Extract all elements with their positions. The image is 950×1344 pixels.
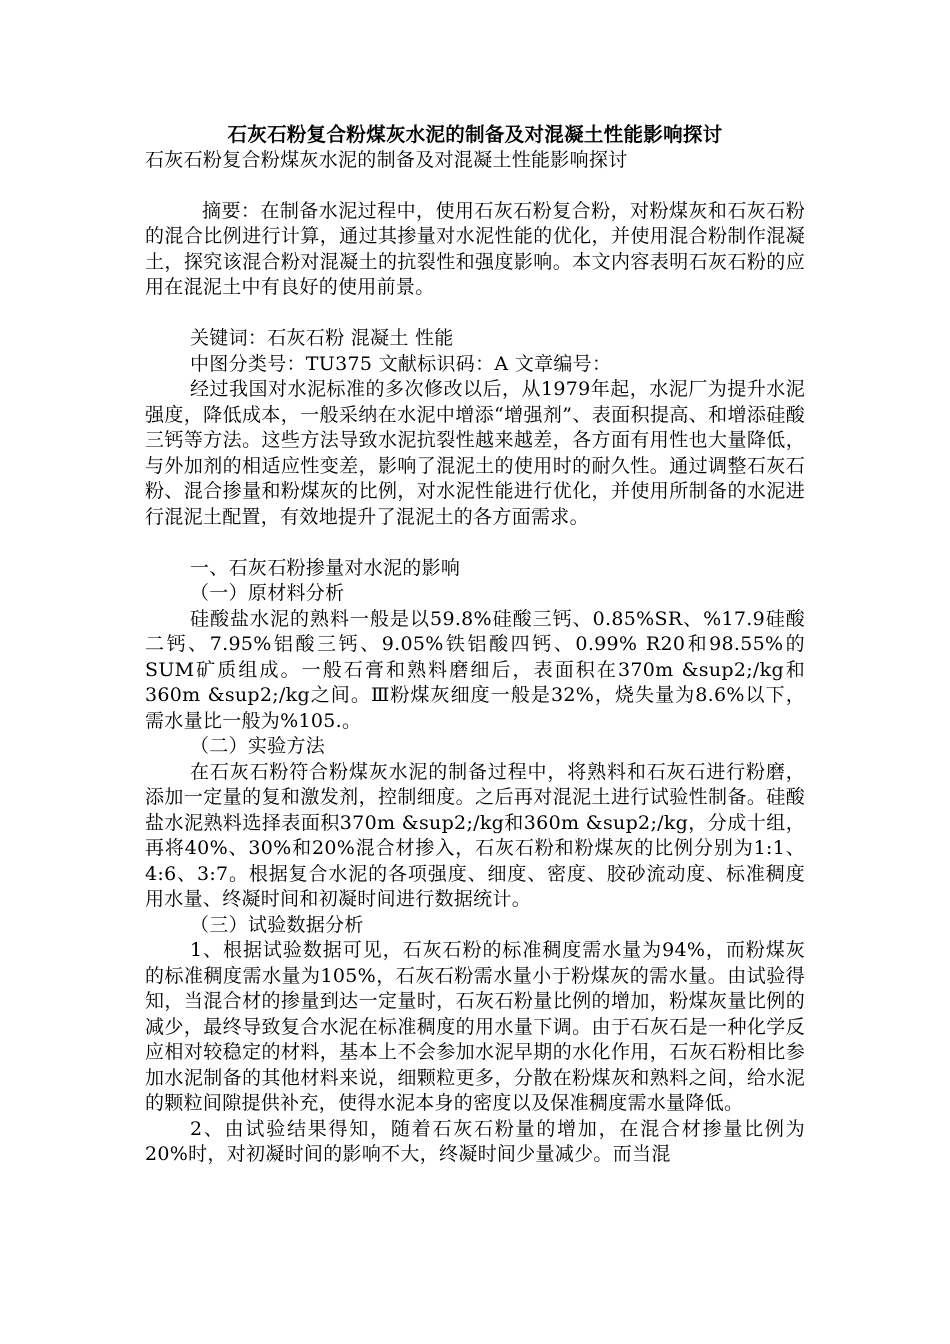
subsection1-heading: （一）原材料分析 xyxy=(190,582,345,604)
subsection3-heading: （三）试验数据分析 xyxy=(190,913,364,936)
subsection2-heading: （二）实验方法 xyxy=(190,735,326,757)
spacer xyxy=(145,301,805,327)
document-page xyxy=(145,122,805,1168)
subsection1-body: 硅酸盐水泥的熟料一般是以59.8%硅酸三钙、0.85%SR、%17.9硅酸二钙、7.95%铝酸三钙、9.05%铁铝酸四钙、0.99% R20和98.55%的SUM矿质组成。一般石膏和熟料磨细后，表面积在370m &sup2;/kg和360m &sup2;/kg之间。Ⅲ粉煤灰细度一般是32%，烧失量为8.6%以下，需水量比一般为%105.。 xyxy=(145,607,805,732)
subsection3-paragraph-2: 2、由试验结果得知，随着石灰石粉量的增加，在混合材掺量比例为20%时，对初凝时间的影响不大，终凝时间少量减少。而当混 xyxy=(145,1117,805,1165)
abstract-paragraph: 摘要：在制备水泥过程中，使用石灰石粉复合粉，对粉煤灰和石灰石粉的混合比例进行计算，通过其掺量对水泥性能的优化，并使用混合粉制作混凝土，探究该混合粉对混凝土的抗裂性和强度影响。本文内容表明石灰石粉的应用在混泥土中有良好的使用前景。 xyxy=(145,199,805,298)
document-title: 石灰石粉复合粉煤灰水泥的制备及对混凝土性能影响探讨 xyxy=(227,123,723,146)
intro-paragraph: 经过我国对水泥标准的多次修改以后，从1979年起，水泥厂为提升水泥强度，降低成本，一般采纳在水泥中增添“增强剂”、表面积提高、和增添硅酸三钙等方法。这些方法导致水泥抗裂性越来越差，各方面有用性也大量降低，与外加剂的相适应性变差，影响了混泥土的使用时的耐久性。通过调整石灰石粉、混合掺量和粉煤灰的比例，对水泥性能进行优化，并使用所制备的水泥进行混泥土配置，有效地提升了混泥土的各方面需求。 xyxy=(145,378,805,528)
spacer xyxy=(145,173,805,199)
subsection3-paragraph-1: 1、根据试验数据可见，石灰石粉的标准稠度需水量为94%，而粉煤灰的标准稠度需水量为105%，石灰石粉需水量小于粉煤灰的需水量。由试验得知，当混合材的掺量到达一定量时，石灰石粉量比例的增加，粉煤灰量比例的减少，最终导致复合水泥在标准稠度的用水量下调。由于石灰石是一种化学反应相对较稳定的材料，基本上不会参加水泥早期的水化作用，石灰石粉相比参加水泥制备的其他材料来说，细颗粒更多，分散在粉煤灰和熟料之间，给水泥的颗粒间隙提供补充，使得水泥本身的密度以及保准稠度需水量降低。 xyxy=(145,939,805,1114)
section1-heading: 一、石灰石粉掺量对水泥的影响 xyxy=(190,556,461,579)
spacer xyxy=(145,530,805,556)
keywords-line: 关键词：石灰石粉 混凝土 性能 xyxy=(190,327,454,349)
classification-line: 中图分类号：TU375 文献标识码：A 文章编号： xyxy=(190,352,612,375)
document-subtitle: 石灰石粉复合粉煤灰水泥的制备及对混凝土性能影响探讨 xyxy=(145,148,628,171)
subsection2-body: 在石灰石粉符合粉煤灰水泥的制备过程中，将熟料和石灰石进行粉磨，添加一定量的复和激发剂，控制细度。之后再对混泥土进行试验性制备。硅酸盐水泥熟料选择表面积370m &sup2;/kg和360m &sup2;/kg，分成十组，再将40%、30%和20%混合材掺入，石灰石粉和粉煤灰的比例分别为1:1、4:6、3:7。根据复合水泥的各项强度、细度、密度、胶砂流动度、标准稠度用水量、终凝时间和初凝时间进行数据统计。 xyxy=(145,760,805,910)
